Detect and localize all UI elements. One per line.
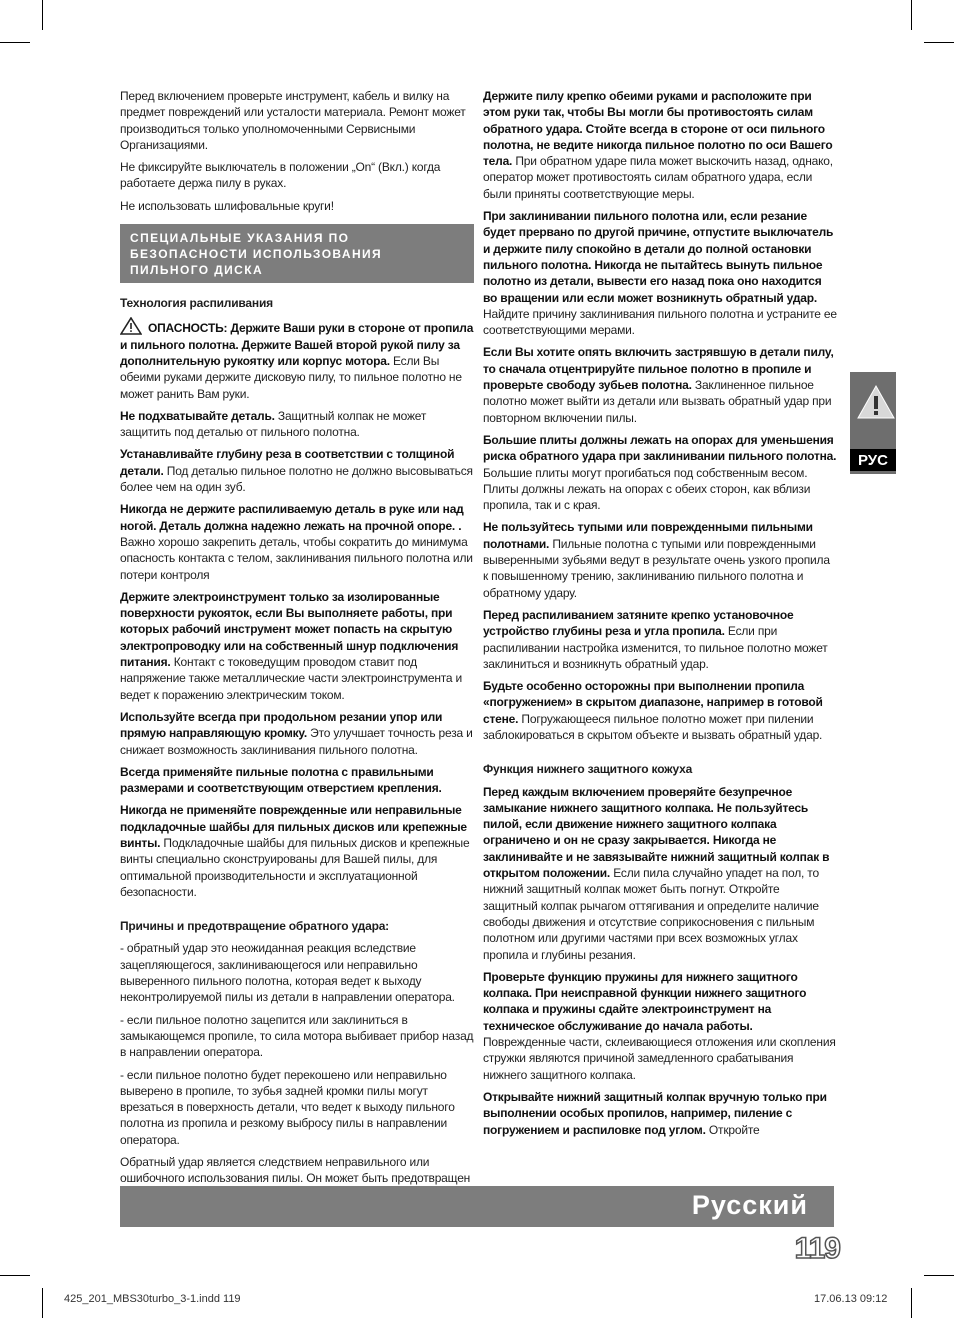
safety-item [483,88,837,202]
print-slug-file: 425_201_MBS30turbo_3-1.indd 119 [64,1293,241,1305]
item-bold: Держите электроинструмент только за изолированные поверхности рукояток, если Вы выполняете работы, при которых рабочий инструмент может попасть на скрытую электропроводку или на собственный шнур подключения питания. [120,589,459,670]
item-bold: Никогда не держите распиливаемую деталь в руке или над ногой. Деталь должна надежно лежать на прочной опоре. . [120,502,464,533]
item-bold: Не пользуйтесь тупыми или поврежденными пильными полотнами. [483,520,813,551]
item-bold: Будьте особенно осторожны при выполнении пропила «погружением» в скрытом диапазоне, например в готовой стене. [483,679,823,726]
danger-text: Если Вы обеими руками держите дисковую пилу, то пильное полотно не может ранить Вам руки. [120,353,462,401]
item-bold: Большие плиты должны лежать на опорах для уменьшения риска обратного удара при заклинивании пильного полотна. [483,432,837,464]
intro-paragraph: Перед включением проверьте инструмент, кабель и вилку на предмет повреждений или усталости материала. Ремонт может производиться только уполномоченными Сервисными Организациями. [120,89,466,152]
intro-paragraph: Не фиксируйте выключатель в положении „On“ (Вкл.) когда работаете держа пилу в руках. [120,160,441,191]
safety-item [120,709,474,758]
item-bold: Проверьте функцию пружины для нижнего защитного колпака. При неисправной функции нижнего защитного колпака и пружины сдайте электроинструмент на техническое обслуживание до начала работы. [483,969,807,1033]
crop-mark [924,42,954,43]
item-bold: Если Вы хотите опять включить застрявшую в детали пилу, то сначала отцентрируйте пильное полотно в пропиле и проверьте свободу зубьев полотна. [483,345,834,393]
item-text: Заклиненное пильное полотно может выйти из детали или вызвать обратный удар при повторном включении пилы. [483,378,832,425]
item-text: Большие плиты могут прогибаться под собственным весом. Плиты должны лежать на опорах с обеих сторон, как вблизи пропила, так и с края. [483,465,811,513]
item-bold: Устанавливайте глубину реза в соответствии с толщиной детали. [120,447,455,478]
item-text: Важно хорошо закрепить деталь, чтобы сократить до минимума опасность контакта с телом, заклинивания пильного полотна или потери контроля [120,534,473,582]
crop-mark [924,1275,954,1276]
item-text: Под деталью пильное полотно не должно высовываться более чем на один зуб. [120,463,473,495]
safety-item [483,678,837,743]
section-banner: СПЕЦИАЛЬНЫЕ УКАЗАНИЯ ПО БЕЗОПАСНОСТИ ИСПОЛЬЗОВАНИЯ ПИЛЬНОГО ДИСКА [120,224,474,283]
item-bold: Перед распиливанием затяните крепко установочное устройство глубины реза и угла пропила. [483,607,794,639]
item-bold: Всегда применяйте пильные полотна с правильными размерами и соответствующим отверстием крепления. [120,764,442,796]
safety-item [483,969,837,1083]
safety-item [483,784,837,963]
item-bold: Открывайте нижний защитный колпак вручную только при выполнении особых пропилов, например, пиление с погружением и распиловке под углом. [483,1089,827,1137]
language-side-tab [850,372,896,474]
item-bold: Не подхватывайте деталь. [120,408,275,423]
item-bold: Никогда не применяйте поврежденные или неправильные подкладочные шайбы для пильных дисков или крепежные винты. [120,803,467,850]
danger-bold: ОПАСНОСТЬ: Держите Ваши руки в стороне от пропила и пильного полотна. Держите Вашей второй рукой пилу за дополнительную рукоятку или корпус мотора. [120,321,474,368]
item-text: Поврежденные части, склеивающиеся отложения или скопления стружки являются причиной замедленного срабатывания нижнего защитного колпака. [483,1035,836,1082]
section-title: Причины и предотвращение обратного удара: [120,919,389,934]
safety-item [120,408,474,441]
section-title: Технология распиливания [120,296,273,311]
item-text: Это улучшает точность реза и снижает возможность заклинивания пильного полотна. [120,726,473,757]
crop-mark [42,0,43,30]
side-tab-label: РУС [850,449,896,471]
right-column [483,88,837,1144]
warning-triangle-icon [120,317,142,335]
safety-item [120,764,474,797]
crop-mark [911,1288,912,1318]
kickback-paragraph: - если пильное полотно будет перекошено или неправильно выверено в пропиле, то зубья задней кромки пилы могут врезаться в поверхность детали, что ведет к выходу пильного полотна из пропила и резкому выбросу пилы в направлении оператора. [120,1067,455,1147]
safety-item [483,607,837,672]
item-text: Контакт с токоведущим проводом ставит под напряжение также металлические части электроинструмента и ведет к поражению электрическим током. [120,655,463,702]
print-slug-date: 17.06.13 09:12 [814,1293,888,1305]
safety-item [483,1089,837,1138]
danger-paragraph [120,317,474,401]
item-text: При обратном ударе пила может выскочить назад, однако, оператор может противостоять силам обратного удара, если были приняты соответствующие меры. [483,154,833,201]
footer-language: Русский [691,1190,808,1220]
warning-icon [850,372,896,452]
safety-item [120,501,474,582]
item-bold: Используйте всегда при продольном резании упор или прямую направляющую кромку. [120,709,443,741]
safety-item [483,519,837,600]
kickback-paragraph: - обратный удар это неожиданная реакция вследствие зацепляющегося, заклинивающегося или неправильно выверенного пильного полотна, которая ведет к выходу неконтролируемой пилы из детали в направлении оператора. [120,941,455,1005]
crop-mark [42,1288,43,1318]
item-text: Пильные полотна с тупыми или поврежденными выверенными зубьями ведут в результате очень узкого пропила к повышенному трению, заклиниванию пильного полотна и обратному удару. [483,536,830,600]
crop-mark [0,42,30,43]
safety-item [120,589,474,703]
left-column [120,88,474,1225]
safety-item [483,208,837,338]
item-bold: Перед каждым включением проверяйте безупречное замыкание нижнего защитного колпака. Не пользуйтесь пилой, если движение нижнего защитного колпака ограничено и он не сразу закрывается. Никогда не заклинивайте и не завязывайте нижний защитный колпак в открытом положении. [483,784,830,881]
item-text: Откройте [708,1122,760,1137]
item-bold: При заклинивании пильного полотна или, если резание будет прервано по другой причине, отпустите выключатель и держите пилу спокойно в детали до полной остановки пильного полотна. Никогда не пытайтесь вынуть пильное полотно из детали, вывести его назад пока оно находится во вращении или если может возникнуть обратный удар. [483,209,834,305]
kickback-paragraph: - если пильное полотно зацепится или заклиниться в замыкающемся пропиле, то сила мотора выбивает прибор назад в направлении оператора. [120,1012,474,1060]
kickback-paragraph: Обратный удар является следствием неправильного или ошибочного использования пилы. Он может быть предотвращен [120,1155,471,1186]
crop-mark [911,0,912,30]
intro-paragraph: Не использовать шлифовальные круги! [120,198,334,213]
safety-item [120,446,474,495]
item-text: Подкладочные шайбы для пильных дисков и крепежные винты специально сконструированы для Вашей пилы, для оптимальной производительности и эксплуатационной безопасности. [120,835,470,899]
crop-mark [0,1275,30,1276]
item-bold: Держите пилу крепко обеими руками и расположите при этом руки так, чтобы Вы могли бы противостоять силам обратного удара. Стойте всегда в стороне от оси пильного полотна, не ведите никогда пильное полотно по оси Вашего тела. [483,89,833,169]
safety-item [120,802,474,900]
safety-item [483,344,837,425]
page-number: 119 [794,1232,840,1265]
item-text: Если пила случайно упадет на пол, то нижний защитный колпак может быть погнут. Откройте защитный колпак рычагом оттягивания и определите наличие свободы движения и отсутствие соприкосновения с пильным полотном или другими частями при всех возможных углах пропила и глубины резания. [483,866,819,962]
section-title: Функция нижнего защитного кожуха [483,762,693,777]
safety-item [483,432,837,513]
item-text: Погружающееся пильное полотно может при пилении заблокироваться в скрытом объекте и вызвать обратный удар. [483,711,823,742]
item-text: Защитный колпак не может защитить под деталью от пильного полотна. [120,408,427,440]
item-text: Найдите причину заклинивания пильного полотна и устраните ее соответствующими мерами. [483,306,837,338]
item-text: Если при распиливании настройка изменится, то пильное полотно может заклиниться и возникнуть обратный удар. [483,624,828,671]
footer-language-bar [120,1186,834,1227]
